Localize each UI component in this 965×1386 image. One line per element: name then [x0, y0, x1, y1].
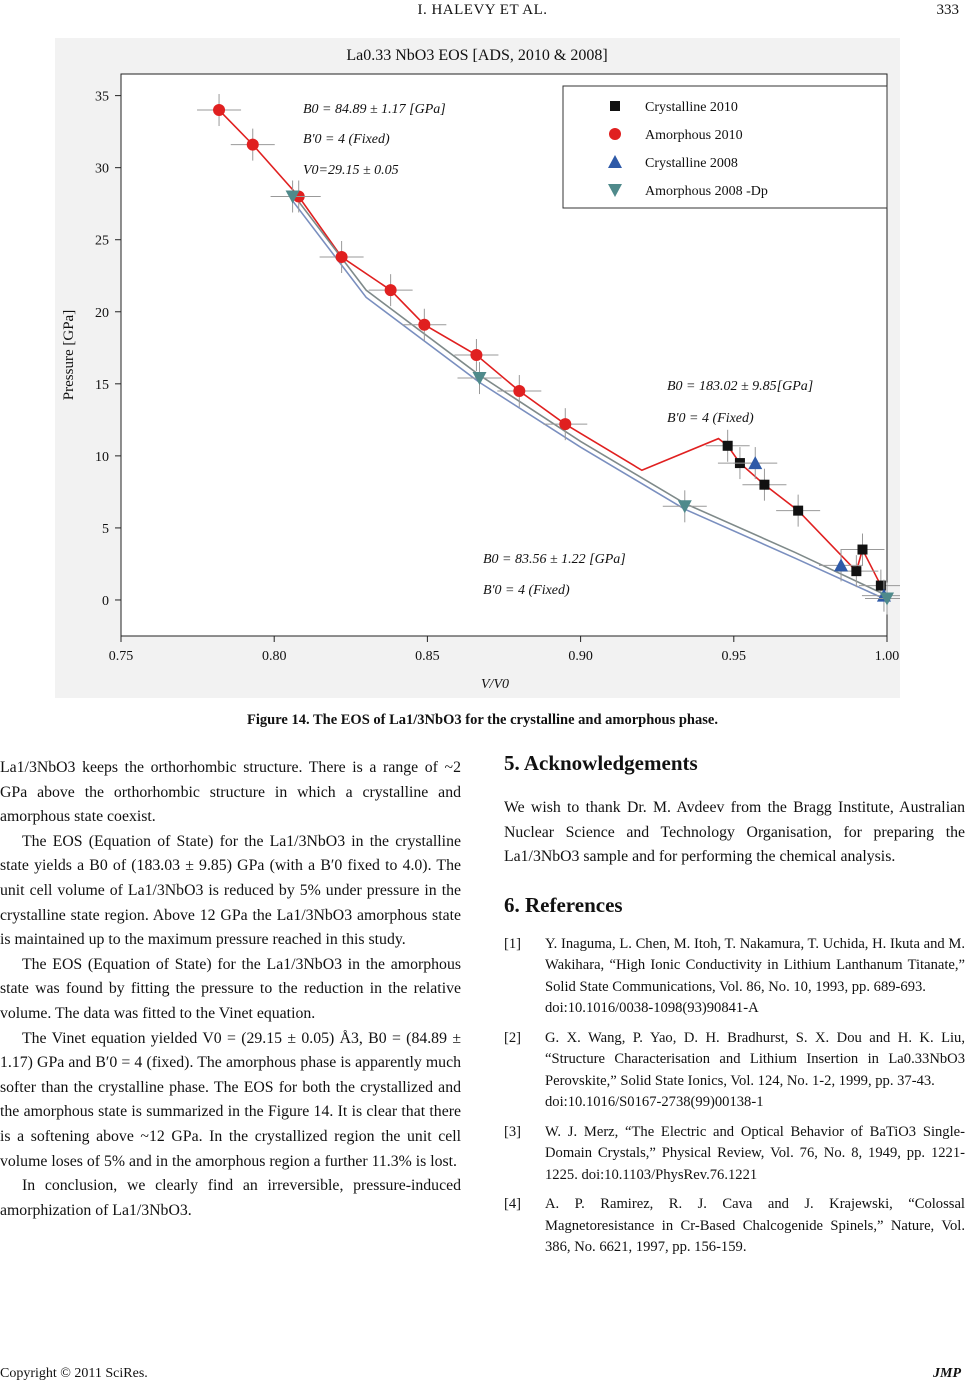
x-tick-label: 0.75	[108, 649, 134, 664]
x-axis-label: V/V0	[481, 677, 509, 692]
data-point-crystalline-2010	[793, 506, 803, 516]
reference-list	[504, 934, 965, 1259]
data-point-amorphous-2010	[513, 385, 525, 397]
acknowledgements-heading: 5. Acknowledgements	[504, 751, 698, 775]
reference-doi[interactable]: doi:10.1016/0038-1098(93)90841-A	[545, 1000, 759, 1017]
references-heading: 6. References	[504, 892, 623, 917]
data-point-amorphous-2010	[247, 139, 259, 151]
footer-journal: JMP	[933, 1366, 961, 1381]
eos-figure	[55, 38, 900, 698]
reference-number: [4]	[504, 1196, 522, 1213]
y-tick-label: 10	[95, 449, 109, 465]
left-column	[0, 756, 461, 1223]
legend-marker	[610, 101, 620, 111]
data-point-crystalline-2010	[851, 566, 861, 576]
paragraph-4: The Vinet equation yielded V0 = (29.15 ± 0.05) Å3, B0 = (84.89 ± 1.17) GPa and B′0 = 4 (fixed). The amorphous phase is apparently much softer than the crystalline phase. The EOS for both the crystallized and the amorphous state is summarized in the Figure 14. It is clear that there is a softening above ~12 GPa. In the crystallized region the unit cell volume loses of 5% and in the amorphous region a further 11.3% is lost.	[0, 1029, 461, 1170]
reference-item	[504, 1122, 965, 1187]
paragraph-3: The EOS (Equation of State) for the La1/3NbO3 in the amorphous state was found by fitting the pressure to the reduction in the relative volume. The data was fitted to the Vinet equation.	[0, 955, 461, 1022]
footer-copyright: Copyright © 2011 SciRes.	[0, 1366, 148, 1381]
chart-title: La0.33 NbO3 EOS [ADS, 2010 & 2008]	[346, 47, 608, 64]
annotation-crystalline-b0p: B'0 = 4 (Fixed)	[667, 411, 754, 426]
page-number: 333	[936, 2, 959, 18]
legend-entry: Amorphous 2008 -Dp	[645, 184, 768, 199]
reference-text: W. J. Merz, “The Electric and Optical Behavior of BaTiO3 Single-Domain Crystals,” Physical Review, Vol. 76, No. 8, 1949, pp. 1221-1225. doi:10.1103/PhysRev.76.1221	[545, 1123, 965, 1183]
y-tick-label: 25	[95, 233, 109, 249]
x-tick-label: 0.80	[261, 649, 287, 664]
annotation-2008-b0: B0 = 83.56 ± 1.22 [GPa]	[483, 552, 626, 567]
data-point-crystalline-2010	[723, 441, 733, 451]
reference-text: G. X. Wang, P. Yao, D. H. Bradhurst, S. X. Dou and H. K. Liu, “Structure Characterisation and Lithium Insertion in La0.33NbO3 Perovskite,” Solid State Ionics, Vol. 124, No. 1-2, 1999, pp. 37-43.	[545, 1029, 965, 1089]
x-tick-label: 0.95	[721, 649, 747, 664]
data-point-amorphous-2010	[559, 418, 571, 430]
figure-caption: Figure 14. The EOS of La1/3NbO3 for the crystalline and amorphous phase.	[247, 712, 718, 728]
y-tick-label: 35	[95, 89, 109, 105]
paragraph-2: The EOS (Equation of State) for the La1/3NbO3 in the crystalline state yields a B0 of (183.03 ± 9.85) GPa (with a B′0 fixed to 4.0). The unit cell volume of La1/3NbO3 is reduced by 5% under pressure in the crystalline state region. Above 12 GPa the La1/3NbO3 amorphous state is maintained up to the maximum pressure reached in this study.	[0, 832, 461, 949]
data-point-amorphous-2010	[213, 104, 225, 116]
reference-number: [2]	[504, 1029, 522, 1046]
y-tick-label: 5	[102, 521, 109, 537]
annotation-amorphous-b0p: B'0 = 4 (Fixed)	[303, 132, 390, 147]
reference-text: Y. Inaguma, L. Chen, M. Itoh, T. Nakamura, T. Uchida, H. Ikuta and M. Wakihara, “High Ionic Conductivity in Lithium Lanthanum Titanate,” Solid State Communications, Vol. 86, No. 10, 1993, pp. 689-693.	[545, 935, 965, 995]
eos-chart	[55, 38, 900, 698]
reference-doi[interactable]: doi:10.1016/S0167-2738(99)00138-1	[545, 1094, 764, 1111]
y-tick-label: 30	[95, 161, 109, 177]
data-point-crystalline-2010	[759, 480, 769, 490]
right-column	[504, 748, 965, 1267]
y-tick-label: 15	[95, 377, 109, 393]
x-tick-label: 1.00	[874, 649, 900, 664]
data-point-amorphous-2010	[336, 251, 348, 263]
legend-entry: Crystalline 2008	[645, 156, 738, 171]
annotation-amorphous-v0: V0=29.15 ± 0.05	[303, 163, 399, 178]
data-point-amorphous-2010	[385, 284, 397, 296]
data-point-crystalline-2010	[857, 545, 867, 555]
y-tick-label: 20	[95, 305, 109, 321]
reference-item	[504, 934, 965, 1020]
legend-entry: Crystalline 2010	[645, 100, 738, 115]
reference-text: A. P. Ramirez, R. J. Cava and J. Krajewski, “Colossal Magnetoresistance in Cr-Based Chalcogenide Spinels,” Nature, Vol. 386, No. 6621, 1997, pp. 156-159.	[545, 1196, 965, 1256]
reference-number: [1]	[504, 935, 522, 952]
legend-entry: Amorphous 2010	[645, 128, 743, 143]
x-tick-label: 0.85	[415, 649, 440, 664]
reference-item	[504, 1028, 965, 1114]
running-header-author: I. HALEVY ET AL.	[417, 2, 548, 18]
reference-number: [3]	[504, 1123, 522, 1140]
data-point-amorphous-2010	[418, 319, 430, 331]
annotation-2008-b0p: B'0 = 4 (Fixed)	[483, 583, 570, 598]
x-tick-label: 0.90	[568, 649, 593, 664]
acknowledgements-text: We wish to thank Dr. M. Avdeev from the Bragg Institute, Australian Nuclear Science and Technology Organisation, for preparing the La1/3NbO3 sample and for performing the chemical analysis.	[504, 799, 965, 866]
annotation-amorphous-b0: B0 = 84.89 ± 1.17 [GPa]	[303, 102, 446, 117]
y-tick-label: 0	[102, 593, 109, 609]
legend-marker	[609, 128, 621, 140]
y-axis-label: Pressure [GPa]	[61, 309, 77, 401]
reference-item	[504, 1194, 965, 1259]
data-point-amorphous-2010	[470, 349, 482, 361]
paragraph-1: La1/3NbO3 keeps the orthorhombic structure. There is a range of ~2 GPa above the orthorhombic structure in which a crystalline and amorphous state coexist.	[0, 759, 461, 826]
paragraph-5: In conclusion, we clearly find an irreversible, pressure-induced amorphization of La1/3NbO3.	[0, 1177, 461, 1219]
annotation-crystalline-b0: B0 = 183.02 ± 9.85[GPa]	[667, 379, 814, 394]
